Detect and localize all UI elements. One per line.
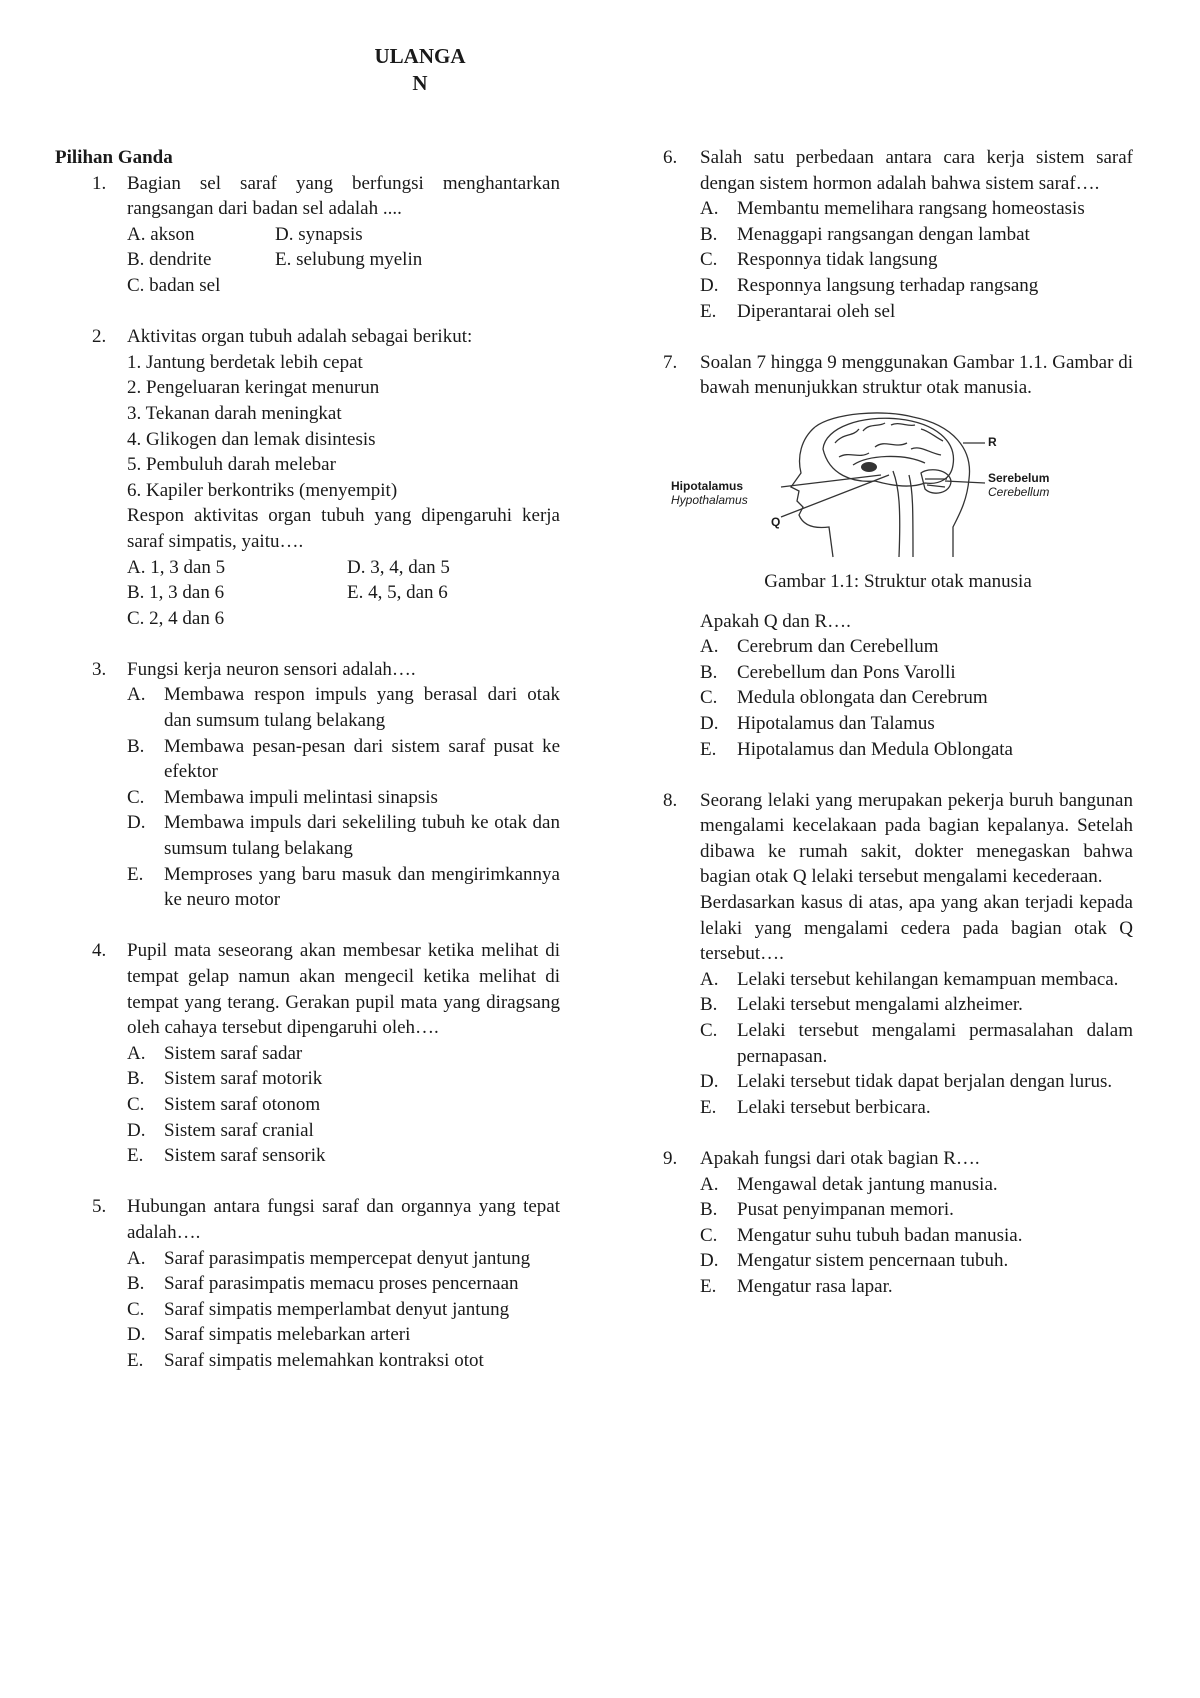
option[interactable] [700, 660, 1133, 686]
option-text: Sistem saraf otonom [164, 1093, 321, 1115]
question-2 [55, 324, 560, 631]
option-letter: C. [700, 249, 718, 271]
option-letter: C. [700, 1224, 718, 1246]
option-text: Mengatur suhu tubuh badan manusia. [737, 1224, 1023, 1246]
option-letter: C. [127, 1093, 145, 1115]
page-title-line-1: ULANGA [374, 44, 466, 68]
question-stem: Hubungan antara fungsi saraf dan organnya yang tepat adalah…. [127, 1196, 560, 1243]
option[interactable] [700, 1223, 1133, 1249]
question-number: 2. [92, 326, 107, 348]
option-letter: B. [127, 735, 145, 757]
option[interactable] [127, 682, 560, 733]
option[interactable] [127, 1143, 560, 1169]
section-heading: Pilihan Ganda [55, 147, 173, 168]
question-8 [663, 788, 1133, 1121]
question-3 [55, 657, 560, 913]
option-letter: E. [700, 1096, 717, 1118]
right-column [663, 145, 1133, 1325]
question-stem: Soalan 7 hingga 9 menggunakan Gambar 1.1. Gambar di bawah menunjukkan struktur otak manusia. [700, 351, 1133, 399]
option-letter: C. [127, 1298, 145, 1320]
option-text: Membawa respon impuls yang berasal dari otak dan sumsum tulang belakang [164, 684, 560, 732]
option[interactable] [127, 785, 560, 811]
statement-list [127, 350, 560, 504]
option-text: Medula oblongata dan Cerebrum [737, 687, 988, 709]
figure-label-hipotalamus: Hipotalamus [671, 478, 744, 493]
question-1 [55, 171, 560, 299]
option-text: Membantu memelihara rangsang homeostasis [737, 198, 1085, 220]
option-letter: A. [700, 968, 719, 990]
option[interactable] [700, 273, 1133, 299]
option-text: Membawa pesan-pesan dari sistem saraf pusat ke efektor [164, 735, 560, 783]
page-title [320, 43, 520, 97]
option-text: Lelaki tersebut kehilangan kemampuan membaca. [737, 968, 1119, 990]
option-letter: E. [700, 1275, 717, 1297]
question-stem-continued: Respon aktivitas organ tubuh yang dipengaruhi kerja saraf simpatis, yaitu…. [127, 505, 560, 552]
option-letter: C. [700, 687, 718, 709]
option-letter: D. [127, 1119, 146, 1141]
option[interactable] [700, 967, 1133, 993]
question-7 [663, 350, 1133, 762]
option[interactable] [700, 1069, 1133, 1095]
option-text: Cerebellum dan Pons Varolli [737, 661, 956, 683]
option[interactable] [127, 1246, 560, 1272]
option-text: Sistem saraf motorik [164, 1068, 323, 1090]
option[interactable] [700, 711, 1133, 737]
option[interactable] [700, 247, 1133, 273]
question-number: 1. [92, 172, 107, 194]
option[interactable] [127, 1348, 560, 1374]
option[interactable] [127, 810, 560, 861]
option[interactable]: E. 4, 5, dan 6 [347, 582, 448, 604]
option-letter: E. [700, 738, 717, 760]
option[interactable] [127, 1271, 560, 1297]
option-letter: B. [700, 223, 718, 245]
option-text: Saraf simpatis memperlambat denyut jantung [164, 1298, 510, 1320]
option[interactable] [700, 1248, 1133, 1274]
figure-label-serebelum: Serebelum [988, 470, 1050, 485]
statement-item: 6. Kapiler berkontriks (menyempit) [127, 479, 398, 501]
option-text: Menaggapi rangsangan dengan lambat [737, 223, 1030, 245]
question-stem: Apakah fungsi dari otak bagian R…. [700, 1148, 980, 1169]
option-list [127, 555, 560, 632]
option[interactable] [700, 1197, 1133, 1223]
option-letter: E. [700, 300, 717, 322]
option-letter: D. [127, 1324, 146, 1346]
option-letter: A. [700, 198, 719, 220]
option[interactable] [700, 992, 1133, 1018]
option[interactable]: E. selubung myelin [275, 249, 423, 271]
statement-item: 5. Pembuluh darah melebar [127, 454, 336, 476]
option-letter: D. [700, 274, 719, 296]
option-text: Mengatur sistem pencernaan tubuh. [737, 1250, 1009, 1272]
option-text: Lelaki tersebut mengalami alzheimer. [737, 994, 1023, 1016]
option-letter: E. [127, 863, 144, 885]
option[interactable] [700, 685, 1133, 711]
option[interactable] [127, 1066, 560, 1092]
option-letter: C. [127, 786, 145, 808]
option-text: Saraf simpatis melebarkan arteri [164, 1324, 411, 1346]
option-letter: A. [127, 1042, 146, 1064]
option-text: Saraf simpatis melemahkan kontraksi otot [164, 1349, 484, 1371]
option[interactable]: D. synapsis [275, 223, 363, 245]
option-letter: D. [700, 712, 719, 734]
option[interactable]: B. 1, 3 dan 6 [127, 582, 225, 604]
question-number: 9. [663, 1148, 678, 1169]
option[interactable] [700, 299, 1133, 325]
option-text: Memproses yang baru masuk dan mengirimkannya ke neuro motor [164, 863, 560, 911]
option-letter: A. [127, 1247, 146, 1269]
option-text: Responnya langsung terhadap rangsang [737, 274, 1039, 296]
option-letter: B. [700, 661, 718, 683]
option[interactable]: A. 1, 3 dan 5 [127, 556, 226, 578]
option[interactable] [700, 196, 1133, 222]
option[interactable] [127, 1322, 560, 1348]
option[interactable] [700, 1274, 1133, 1300]
question-number: 6. [663, 147, 678, 168]
option-text: Cerebrum dan Cerebellum [737, 636, 939, 658]
option-text: Saraf parasimpatis mempercepat denyut jantung [164, 1247, 531, 1269]
question-5 [55, 1194, 560, 1373]
statement-item: 3. Tekanan darah meningkat [127, 402, 342, 424]
option-letter: C. [700, 1020, 718, 1042]
option-letter: D. [700, 1250, 719, 1272]
option-text: Lelaki tersebut berbicara. [737, 1096, 931, 1118]
question-stem: Seorang lelaki yang merupakan pekerja buruh bangunan mengalami kecelakaan pada bagian kepalanya. Setelah dibawa ke rumah sakit, dokter menegaskan bahwa bagian otak Q lelaki tersebut mengalami kecederaan. [700, 789, 1133, 888]
question-number: 8. [663, 789, 678, 811]
option[interactable] [700, 1172, 1133, 1198]
left-column [55, 145, 560, 1399]
option-letter: B. [127, 1273, 145, 1295]
option-text: Pusat penyimpanan memori. [737, 1199, 954, 1221]
question-stem: Salah satu perbedaan antara cara kerja sistem saraf dengan sistem hormon adalah bahwa sistem saraf…. [700, 147, 1133, 194]
question-number: 4. [92, 940, 107, 962]
option[interactable] [700, 1095, 1133, 1121]
option[interactable]: D. 3, 4, dan 5 [347, 556, 450, 578]
figure-label-hypothalamus: Hypothalamus [671, 492, 748, 507]
option[interactable]: C. badan sel [127, 274, 221, 296]
statement-item: 4. Glikogen dan lemak disintesis [127, 428, 376, 450]
option[interactable]: A. akson [127, 223, 195, 245]
option[interactable] [700, 222, 1133, 248]
option-text: Membawa impuli melintasi sinapsis [164, 786, 438, 808]
question-stem: Pupil mata seseorang akan membesar ketika melihat di tempat gelap namun akan mengecil ketika melihat di tempat yang terang. Gerakan pupil mata yang diragsang oleh cahaya tersebut dipengaruhi oleh…. [127, 940, 560, 1039]
question-4 [55, 938, 560, 1168]
option[interactable] [700, 737, 1133, 763]
option-text: Mengatur rasa lapar. [737, 1275, 893, 1297]
question-6 [663, 145, 1133, 324]
option-letter: A. [700, 1173, 719, 1195]
option[interactable] [127, 1041, 560, 1067]
statement-item: 2. Pengeluaran keringat menurun [127, 377, 380, 399]
option[interactable] [700, 634, 1133, 660]
option-text: Sistem saraf sadar [164, 1042, 303, 1064]
option-letter: A. [700, 636, 719, 658]
question-number: 3. [92, 658, 107, 680]
page-title-line-2: N [412, 71, 428, 95]
option[interactable] [127, 1118, 560, 1144]
figure-caption: Gambar 1.1: Struktur otak manusia [764, 570, 1032, 592]
option-text: Hipotalamus dan Medula Oblongata [737, 738, 1013, 760]
question-stem: Aktivitas organ tubuh adalah sebagai berikut: [127, 326, 473, 348]
option-letter: B. [700, 1199, 718, 1221]
question-9 [663, 1146, 1133, 1300]
option[interactable] [127, 862, 560, 913]
option-text: Hipotalamus dan Talamus [737, 712, 935, 734]
option[interactable] [127, 1297, 560, 1323]
question-number: 7. [663, 351, 678, 373]
option-text: Responnya tidak langsung [737, 249, 938, 271]
option[interactable]: C. 2, 4 dan 6 [127, 607, 225, 629]
option-text: Mengawal detak jantung manusia. [737, 1173, 998, 1195]
figure-label-r: R [988, 434, 997, 449]
option-text: Diperantarai oleh sel [737, 300, 896, 322]
question-number: 5. [92, 1196, 107, 1218]
option-letter: E. [127, 1145, 144, 1167]
option-letter: B. [127, 1068, 145, 1090]
option[interactable] [700, 1018, 1133, 1069]
option-text: Lelaki tersebut mengalami permasalahan dalam pernapasan. [737, 1020, 1133, 1067]
question-stem-continued: Apakah Q dan R…. [700, 610, 851, 632]
figure-label-q: Q [771, 514, 781, 529]
option[interactable] [127, 734, 560, 785]
figure-label-cerebellum: Cerebellum [988, 484, 1050, 499]
option-text: Saraf parasimpatis memacu proses pencernaan [164, 1273, 519, 1295]
option-letter: B. [700, 994, 718, 1016]
question-stem: Fungsi kerja neuron sensori adalah…. [127, 658, 416, 680]
option-letter: D. [127, 812, 146, 834]
statement-item: 1. Jantung berdetak lebih cepat [127, 351, 363, 373]
option[interactable] [127, 1092, 560, 1118]
option-text: Sistem saraf cranial [164, 1119, 314, 1141]
option-letter: D. [700, 1071, 719, 1093]
option-letter: A. [127, 684, 146, 706]
option-text: Sistem saraf sensorik [164, 1145, 326, 1167]
option-letter: E. [127, 1349, 144, 1371]
option-text: Lelaki tersebut tidak dapat berjalan dengan lurus. [737, 1071, 1113, 1093]
option[interactable]: B. dendrite [127, 249, 212, 271]
option-text: Membawa impuls dari sekeliling tubuh ke otak dan sumsum tulang belakang [164, 812, 560, 860]
brain-figure [663, 409, 1133, 559]
question-stem-continued: Berdasarkan kasus di atas, apa yang akan terjadi kepada lelaki yang mengalami cedera pada bagian otak Q tersebut…. [700, 892, 1133, 965]
option-list [127, 222, 560, 299]
question-stem: Bagian sel saraf yang berfungsi menghantarkan rangsangan dari badan sel adalah .... [127, 172, 560, 220]
